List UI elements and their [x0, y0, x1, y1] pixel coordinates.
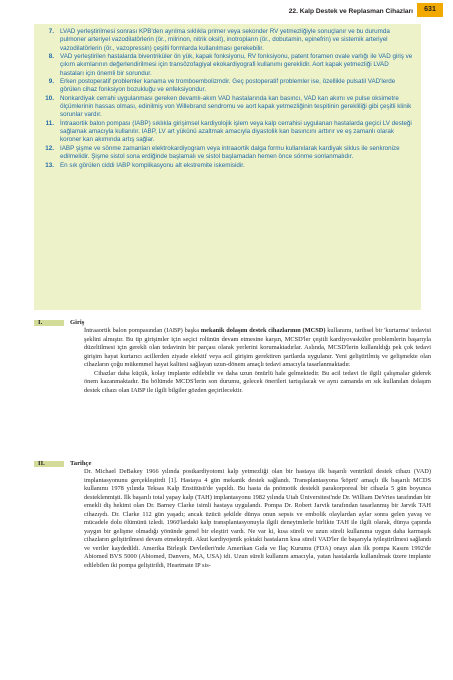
summary-item: [40, 162, 413, 170]
summary-item: [40, 145, 413, 162]
page-header: [0, 0, 453, 22]
section-heading: [34, 458, 431, 468]
item-text: Erken postoperatif problemler kanama ve tromboembolizmdir. Geç postoperatif problemler ise, özellikle pulsatil VAD'lerde görülen cihaz fonksiyon bozukluğu ve enfeksiyondur.: [60, 78, 396, 94]
summary-item: [40, 78, 413, 95]
section-body: [84, 468, 431, 570]
section-number: II.: [34, 460, 70, 467]
key-points-box: [34, 24, 421, 310]
summary-item: [40, 95, 413, 120]
item-number: 7.: [48, 28, 54, 35]
text-run: kullanımı, tarihsel bir 'kurtarma' tedavisi şeklini almıştır. Bu tip girişimler için seçici rolünün devam etmesine karşın, MCSD'ler çeşitli kardiyovasküler problemlerin başarıyla düzeltilmesi için gerekli olan tedavinin bir parçası olarak yerlerini korumaktadırlar. Aslında, MCSD'lerin kullanıldığı pek çok tedavi girişim hayat kurtarıcı acillerden ziyade elektif veya acil girişim gerektiren şartlarda uygulanır. Yeni geliştirilmiş ve gelişmekte olan cihazların çoğu mükemmel hayat kalitesi sağlayan uzun-dönem amaçlı tedavi amacıyla tasarlanmaktadır.: [84, 327, 431, 368]
item-number: 10.: [45, 94, 54, 102]
item-number: 11.: [45, 119, 54, 127]
summary-item: [40, 120, 413, 145]
item-number: 9.: [48, 78, 54, 86]
page-number: 631: [417, 3, 443, 17]
item-text: LVAD yerleştirilmesi sonrası KPB'den ayrılma sıklıkla primer veya sekonder RV yetmezliğiyle sonuçlanır ve bu durumda pulmoner arteriyel vazodilatörlerin (ör., milrinon, nitrik oksit), inotropların (ör., dobutamin, epinefrin) ve sistemik arteriyel vazodilatörlerin (ör., vazopressin) çeşitli formlarda kullanılması gerekebilir.: [60, 28, 390, 52]
item-number: 13.: [45, 161, 54, 169]
section-giris: [34, 317, 431, 395]
chapter-title: 22. Kalp Destek ve Replasman Cihazları: [288, 8, 413, 15]
paragraph: Dr. Michael DeBakey 1966 yılında postkardiyotomi kalp yetmezliği olan bir hastaya ilk başarılı ventrikül destek cihazı (VAD) implantasyonunu gerçekleştirdi [1]. Hastaya 4 gün mekanik destek sağlandı. Transplantasyona 'köprü' amaçlı ilk başarılı MCDS kullanımı 1978 yılında Teksas Kalp Enstitüsü'de yapıldı. Bu hasta da pnömotik destekli parakorporeal bir cihazla 5 gün boyunca desteklenmişti. İlk başarılı total yapay kalp (TAH) implantasyonu 1982 yılında Utah Üniversitesi'nde Dr. William DeVries tarafından bir emekli diş hekimi olan Dr. Barney Clarke isimli hastaya uygulandı. Pompa Dr. Robert Jarvik tarafından tasarlanmış bir Jarvik TAH cihazıydı. Dr. Clarke 112 gün yaşadı; ancak üzücü şekilde dünya onun sepsis ve embolik olaylardan aylar sonra gelen yavaş ve mücadele dolu ölümünü izledi. 1960'lardaki kalp transplantasyonuyla ilgili deneyimlerle birlikte TAH ile ilgili olarak, dünya çapında yaygın bir gelişme olmadığı yönünde genel bir eleştiri vardı. Ne var ki, kısa süreli ve uzun süreli kullanıma uygun daha karmaşık cihazların geliştirilmesi devam etmekteydi. Akut kardiyojenik şoktaki hastaların kısa süreli VAD'ler ile başarıyla iyileştirilmesi sağlandı ve veriler kaydedildi. Amerika Birleşik Devletleri'nde Amerikan Gıda ve İlaç Kurumu (FDA) onayı alan ilk pompa Kasım 1992'de Abiomed BVS 5000 (Abiomed, Danvers, MA, USA) idi. Uzun süreli kullanım amacıyla, yatan hastalarda kullanılmak üzere implante edilebilen iki pompa geliştirildi, Heartmate IP sis-: [84, 468, 431, 569]
text-run: İntraaortik balon pompasından (IABP) başka: [84, 327, 201, 334]
item-text: Nonkardiyak cerrahi uygulanması gereken devamlı-akım VAD hastalarında kan basıncı, VAD kan akımı ve pulse oksimetre ölçümlerinin hassas olması, edinilmiş von Willebrand sendromu ve aort kapak yetmezliğinin tespitinin gerekliliği gibi çeşitli klinik sorunlar vardır.: [60, 94, 412, 119]
section-heading: [34, 317, 431, 327]
section-title: Giriş: [70, 318, 85, 326]
bold-term: mekanik dolaşım destek cihazlarının (MCSD): [200, 327, 326, 334]
item-text: VAD yerleştirilen hastalarda biventriküler ön yük, kapak fonksiyonu, RV fonksiyonu, patent foramen ovale varlığı ile VAD giriş ve çıkım akımlarının değerlendirilmesi için transözofagiyal ekokardiyografi kullanımı gereklidir. Aort kapak yetmezliği LVAD hastaları için önemli bir sorundur.: [60, 53, 413, 77]
summary-item: [40, 28, 413, 53]
summary-item: [40, 53, 413, 78]
paragraph: Cihazlar daha küçük, kolay implante edilebilir ve daha uzun ömürlü hale gelmektedir. Bu acil tedavi ile ilgili çalışmalar giderek önem kazanmaktadır. Bu bölümde MCDS'lerin son durumu, gelecek önerileri tartışılacak ve aynı zamanda en sık kullanılan dolaşım destek cihazı olan IABP ile ilgili bilgiler gözden geçirilecektir.: [84, 369, 431, 394]
item-number: 12.: [45, 144, 54, 152]
item-text: En sık görülen ciddi IABP komplikasyonu alt ekstremite iskemisidir.: [60, 161, 245, 169]
section-title: Tarihçe: [70, 459, 92, 467]
section-tarihce: [34, 458, 431, 570]
section-number: I.: [34, 319, 70, 326]
paragraph: [84, 327, 431, 370]
item-text: IABP şişme ve sönme zamanları elektrokardiyogram veya intraaortik dalga formu kullanılarak kardiyak siklus ile senkronize edilmelidir. Şişme sistol sona erdiğinde başlamalı ve sistol başlamadan hemen önce sönme sonlanmalıdır.: [60, 144, 400, 161]
item-number: 8.: [48, 53, 54, 61]
section-body: [84, 327, 431, 395]
item-text: İntraaortik balon pompası (IABP) sıklıkla girişimsel kardiyolojik işlem veya kalp cerrahisi uygulanan hastalarda geçici LV desteği sağlamak amacıyla kullanılır. IABP, LV art yükünü azaltmak amacıyla diyastolik kan basıncını arttırır ve eş zamanlı olarak koroner kan akımında artış sağlar.: [60, 119, 412, 144]
